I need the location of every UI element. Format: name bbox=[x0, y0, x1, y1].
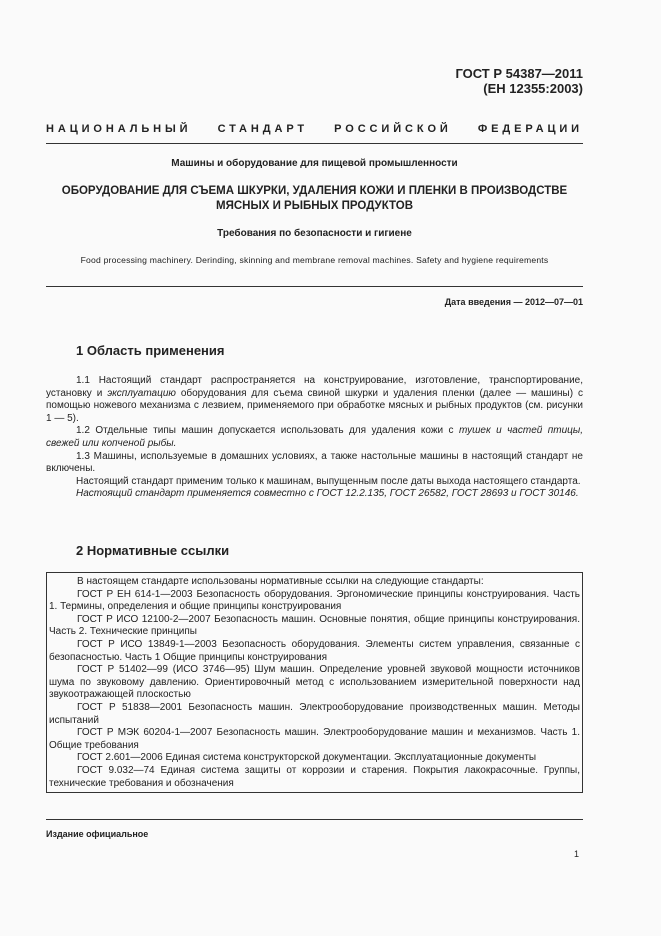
document-title bbox=[46, 184, 583, 214]
requirements-title: Требования по безопасности и гигиене bbox=[217, 228, 412, 239]
normative-references-box bbox=[46, 572, 583, 793]
title-line-1: ОБОРУДОВАНИЕ ДЛЯ СЪЕМА ШКУРКИ, УДАЛЕНИЯ КОЖИ И ПЛЕНКИ В ПРОИЗВОДСТВЕ bbox=[61, 185, 568, 197]
top-divider bbox=[46, 143, 583, 144]
reference-item: ГОСТ Р МЭК 60204-1—2007 Безопасность машин. Электрооборудование машин и механизмов. Часть 1. Общие требования bbox=[49, 727, 580, 751]
paragraph-1-1: 1.1 Настоящий стандарт распространяется на конструирование, изготовление, транспортирование, установку и эксплуатацию оборудования для съема свиной шкурки и удаления пленки (далее — машины) с помощью ножевого механизма с лезвием, применяемого при обработке мясных и рыбных продуктов (см. рисунки 1 — 5). bbox=[46, 375, 583, 424]
national-standard-banner: НАЦИОНАЛЬНЫЙ СТАНДАРТ РОССИЙСКОЙ ФЕДЕРАЦИИ bbox=[46, 123, 583, 135]
reference-item: ГОСТ 2.601—2006 Единая система конструкторской документации. Эксплуатационные документы bbox=[77, 752, 537, 764]
paragraph-1-3: 1.3 Машины, используемые в домашних условиях, а также настольные машины в настоящий стандарт не включены. bbox=[46, 450, 583, 475]
reference-item: ГОСТ Р 51402—99 (ИСО 3746—95) Шум машин. Определение уровней звуковой мощности источников шума по звуковому давлению. Ориентировочный метод с использованием измерительной поверхности над звукоотражающей плоскостью bbox=[49, 664, 580, 701]
reference-item: ГОСТ Р ЕН 614-1—2003 Безопасность оборудования. Эргономические принципы конструирования. Часть 1. Термины, определения и общие принципы конструирования bbox=[49, 588, 580, 613]
date-divider bbox=[46, 286, 583, 287]
official-edition-label: Издание официальное bbox=[46, 829, 149, 839]
reference-item: ГОСТ 9.032—74 Единая система защиты от коррозии и старения. Покрытия лакокрасочные. Группы, технические требования и обозначения bbox=[49, 764, 580, 789]
page-number: 1 bbox=[573, 849, 579, 859]
reference-item: ГОСТ Р 51838—2001 Безопасность машин. Электрооборудование производственных машин. Методы испытаний bbox=[49, 701, 580, 726]
introduction-date: Дата введения — 2012—07—01 bbox=[444, 297, 583, 307]
reference-item: ГОСТ Р ИСО 13849-1—2003 Безопасность оборудования. Элементы систем управления, связанные с безопасностью. Часть 1 Общие принципы конструирования bbox=[49, 638, 580, 663]
reference-item: В настоящем стандарте использованы нормативные ссылки на следующие стандарты: bbox=[77, 576, 484, 587]
title-line-2: МЯСНЫХ И РЫБНЫХ ПРОДУКТОВ bbox=[215, 200, 414, 212]
paragraph-1-2: 1.2 Отдельные типы машин допускается использовать для удаления кожи с тушек и частей птицы, свежей или копченой рыбы. bbox=[46, 425, 583, 449]
english-title: Food processing machinery. Derinding, skinning and membrane removal machines. Safety and hygiene requirements bbox=[80, 255, 549, 265]
document-subtitle: Машины и оборудование для пищевой промышленности bbox=[171, 158, 458, 169]
section-1-body bbox=[46, 375, 583, 501]
standard-number: ГОСТ Р 54387—2011 bbox=[455, 66, 583, 81]
section-1-heading: 1 Область применения bbox=[76, 343, 225, 358]
reference-item: ГОСТ Р ИСО 12100-2—2007 Безопасность машин. Основные понятия, общие принципы конструирования. Часть 2. Технические принципы bbox=[49, 613, 580, 638]
paragraph-applicability: Настоящий стандарт применим только к машинам, выпущенным после даты выхода настоящего стандарта. bbox=[76, 475, 581, 487]
paragraph-joint-use: Настоящий стандарт применяется совместно с ГОСТ 12.2.135, ГОСТ 26582, ГОСТ 28693 и ГОСТ 30146. bbox=[76, 488, 579, 500]
standard-code bbox=[455, 66, 583, 96]
footer-divider bbox=[46, 819, 583, 820]
standard-en-equivalent: (ЕН 12355:2003) bbox=[483, 81, 583, 96]
section-2-heading: 2 Нормативные ссылки bbox=[76, 543, 230, 558]
